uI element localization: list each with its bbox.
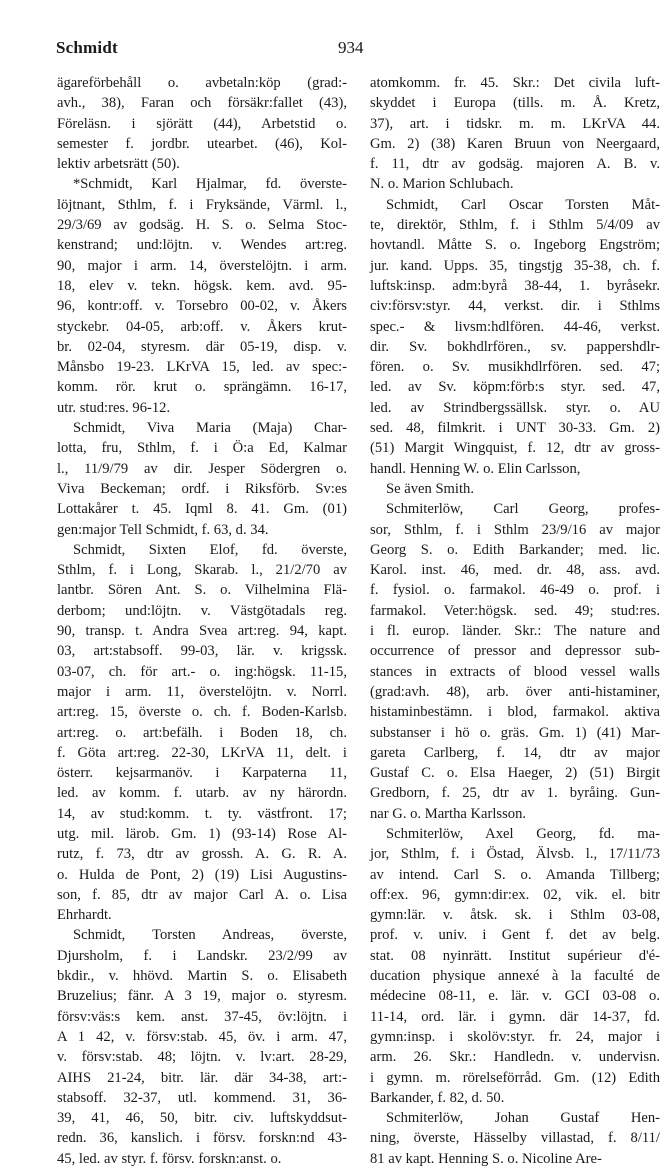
text-line: led. av Sv. köpm:förb:s styr. sed. 47,	[370, 379, 660, 396]
text-line: f. 11, dtr av godsäg. majoren A. B. v.	[370, 156, 660, 173]
text-line: av intend. Carl S. o. Amanda Tillberg;	[370, 866, 660, 883]
text-line: kenstrand; und:löjtn. v. Wendes art:reg.	[57, 237, 347, 254]
text-line: bkdir., v. hhövd. Martin S. o. Elisabeth	[57, 968, 347, 985]
text-line: Schmidt, Sixten Elof, fd. överste,	[73, 541, 347, 558]
text-line: f. fysiol. o. farmakol. 46-49 o. prof. i	[370, 582, 660, 599]
text-line: ning, överste, Hässelby villastad, f. 8/11/	[370, 1130, 660, 1147]
text-line: art:reg. o. art:befälh. i Boden 18, ch.	[57, 724, 347, 741]
text-line: styckebr. 04-05, arb:off. v. Åkers krut-	[57, 318, 347, 335]
text-line: led. av Strindbergssällsk. styr. o. AU	[370, 399, 660, 416]
text-line: 03-07, ch. för art.- o. ing:högsk. 11-15,	[57, 663, 347, 680]
text-line: derbom; und:löjtn. v. Västgötadals reg.	[57, 602, 347, 619]
text-line: Ehrhardt.	[57, 907, 112, 924]
text-line: 96, kontr:off. v. Torsebro 00-02, v. Åkers	[57, 298, 347, 315]
text-line: Sthlm, f. i Long, Skarab. l., 21/2/70 av	[57, 562, 347, 579]
text-line: substanser i hö o. gräs. Gm. 1) (41) Mar-	[370, 724, 660, 741]
text-line: komm. rör. krut o. sprängämn. 16-17,	[57, 379, 347, 396]
text-line: 03, art:stabsoff. 99-03, lär. v. krigssk.	[57, 643, 347, 660]
text-line: ägareförbehåll o. avbetaln:köp (grad:-	[57, 75, 347, 91]
text-line: 11-14, ord. lär. i gymn. där 14-37, fd.	[370, 1008, 660, 1025]
left-column	[57, 73, 347, 1169]
text-line: rutz, f. 73, dtr av grossh. A. G. R. A.	[57, 846, 347, 863]
text-line: Gredborn, f. 25, dtr av 1. byråing. Gun-	[370, 785, 660, 802]
text-line: o. Hulda de Pont, 2) (19) Lisi Augustins-	[57, 866, 347, 883]
text-line: gymn:lär. v. åtsk. sk. i Sthlm 03-08,	[370, 907, 660, 924]
page-number: 934	[338, 38, 364, 57]
text-line: N. o. Marion Schlubach.	[370, 176, 514, 193]
text-line: 18, elev v. tekn. högsk. kem. avd. 95-	[57, 277, 347, 294]
text-line: led. av komm. f. utarb. av ny härordn.	[57, 785, 347, 802]
text-line: prof. v. univ. i Gent f. det av belg.	[370, 927, 660, 944]
text-line: son, f. 85, dtr av major Carl A. o. Lisa	[57, 886, 347, 903]
text-line: Gm. 2) (38) Karen Bruun von Neergaard,	[370, 135, 660, 152]
text-line: jor, Sthlm, f. i Östad, Älvsb. l., 17/11/73	[370, 846, 660, 863]
text-line: lantbr. Sören Ant. S. o. Vilhelmina Flä-	[57, 582, 347, 599]
text-line: *Schmidt, Karl Hjalmar, fd. överste-	[73, 176, 347, 193]
text-line: gen:major Tell Schmidt, f. 63, d. 34.	[57, 521, 269, 538]
text-line: dir. Sv. bokhdlrfören., sv. pappershdlr-	[370, 338, 660, 355]
text-line: histaminbestämn. i blod, farmakol. aktiva	[370, 704, 660, 721]
text-line: civ:försv:styr. 44, verkst. dir. i Sthlms	[370, 298, 660, 315]
text-line: jur. kand. Upps. 35, tingstjg 35-38, ch. f.	[370, 257, 660, 274]
text-line: occurrence of pressor and depressor sub-	[370, 643, 660, 660]
text-line: Schmidt, Viva Maria (Maja) Char-	[73, 420, 347, 437]
text-line: utr. stud:res. 96-12.	[57, 399, 171, 416]
text-line: luftsk:insp. adm:byrå 38-44, 1. byråsekr.	[370, 277, 660, 294]
text-line: i fl. europ. länder. Skr.: The nature and	[370, 623, 660, 640]
text-line: A 1 42, v. försv:stab. 45, öv. i arm. 47,	[57, 1028, 347, 1045]
text-line: skyddet i Europa (tills. m. Å. Kretz,	[370, 95, 660, 112]
text-line: redn. 36, kanslich. i försv. forskn:nd 43-	[57, 1130, 347, 1147]
text-line: (51) Margit Wingquist, f. 12, dtr av gross-	[370, 440, 660, 457]
text-line: Georg S. o. Edith Barkander; med. lic.	[370, 541, 660, 558]
text-line: 14, av stud:komm. t. ty. västfront. 17;	[57, 805, 347, 822]
text-line: Månsbo 19-23. LKrVA 15, led. av spec:-	[57, 359, 347, 376]
text-line: f. Göta art:reg. 22-30, LKrVA 11, delt. i	[57, 744, 347, 761]
text-line: Se även Smith.	[386, 480, 474, 497]
text-line: stances in extracts of blood vessel walls	[370, 663, 660, 680]
text-line: Djursholm, f. i Landskr. 23/2/99 av	[57, 947, 347, 964]
text-line: gareta Carlberg, f. 14, dtr av major	[370, 744, 660, 761]
text-line: utg. mil. lärob. Gm. 1) (93-14) Rose Al-	[57, 825, 347, 842]
text-line: gymn:insp. i skolöv:styr. fr. 24, major i	[370, 1028, 660, 1045]
text-line: hovtandl. Måtte S. o. Ingeborg Engström;	[370, 237, 660, 254]
text-line: AIHS 21-24, bitr. lär. där 34-38, art:-	[57, 1069, 347, 1086]
text-line: nar G. o. Martha Karlsson.	[370, 805, 527, 822]
text-line: Föreläsn. i sjörätt (44), Arbetstid o.	[57, 115, 347, 132]
text-line: 90, major i arm. 14, överstelöjtn. i arm.	[57, 257, 347, 274]
text-line: försv:väs:s kem. anst. 37-45, öv:löjtn. i	[57, 1008, 347, 1025]
right-column	[370, 73, 660, 1169]
text-line: sor, Sthlm, f. i Sthlm 23/9/16 av major	[370, 521, 660, 538]
text-line: br. 02-04, styresm. där 05-19, disp. v.	[57, 338, 347, 355]
text-line: Schmidt, Carl Oscar Torsten Måt-	[386, 196, 660, 213]
text-line: avh., 38), Faran och försäkr:fallet (43),	[57, 95, 347, 112]
text-line: Barkander, f. 82, d. 50.	[370, 1089, 505, 1106]
text-line: stat. 08 nyinrätt. Institut supérieur d'é-	[370, 947, 660, 964]
text-line: major i arm. 11, överstelöjtn. v. Norrl.	[57, 683, 347, 700]
text-line: off:ex. 96, gymn:dir:ex. 02, vik. el. bitr	[370, 886, 660, 903]
text-line: 45, led. av styr. f. försv. forskn:anst. o.	[57, 1150, 282, 1167]
page-header	[56, 38, 630, 62]
text-line: arm. 26. Skr.: Handledn. v. undervisn.	[370, 1049, 660, 1066]
text-line: farmakol. Veter:högsk. sed. 49; stud:res.	[370, 602, 660, 619]
text-line: Lottakårer t. 45. Iqml 8. 41. Gm. (01)	[57, 501, 347, 518]
text-line: semester f. jordbr. utearbet. (46), Kol-	[57, 135, 347, 152]
text-line: Schmiterlöw, Carl Georg, profes-	[386, 501, 660, 518]
text-line: Viva Beckeman; ordf. i Riksförb. Sv:es	[57, 480, 347, 497]
text-line: Schmidt, Torsten Andreas, överste,	[73, 927, 347, 944]
text-line: Schmiterlöw, Axel Georg, fd. ma-	[386, 825, 660, 842]
text-line: handl. Henning W. o. Elin Carlsson,	[370, 460, 581, 477]
text-line: Schmiterlöw, Johan Gustaf Hen-	[386, 1110, 660, 1127]
text-line: löjtnant, Sthlm, f. i Fryksände, Värml. l.,	[57, 196, 347, 213]
text-line: Gustaf C. o. Elsa Haeger, 2) (51) Birgit	[370, 765, 660, 782]
text-line: sed. 48, filmkrit. i UNT 30-33. Gm. 2)	[370, 420, 660, 437]
text-line: österr. kejsarmanöv. i Karpaterna 11,	[57, 765, 347, 782]
running-head: Schmidt	[56, 38, 118, 57]
text-line: fören. o. Sv. musikhdlrfören. sed. 47;	[370, 359, 660, 376]
text-line: 37), art. i tidskr. m. m. LKrVA 44.	[370, 115, 660, 132]
text-line: 29/3/69 av godsäg. H. S. o. Selma Stoc-	[57, 217, 347, 234]
text-line: 39, 41, 46, 50, bitr. civ. luftskyddsut-	[57, 1110, 347, 1127]
text-line: 81 av kapt. Henning S. o. Nicoline Are-	[370, 1150, 602, 1167]
text-line: 90, transp. t. Andra Svea art:reg. 94, kapt.	[57, 623, 347, 640]
text-line: i gymn. m. rörelseförråd. Gm. (12) Edith	[370, 1069, 660, 1086]
text-line: te, direktör, Sthlm, f. i Sthlm 5/4/09 av	[370, 217, 660, 234]
text-line: stabsoff. 32-37, utl. kommend. 31, 36-	[57, 1089, 347, 1106]
text-line: ducation physique annexé à la faculté de	[370, 968, 660, 985]
text-line: Bruzelius; fänr. A 3 19, major o. styresm.	[57, 988, 347, 1005]
text-line: v. försv:stab. 48; löjtn. v. lv:art. 28-29,	[57, 1049, 347, 1066]
text-line: atomkomm. fr. 45. Skr.: Det civila luft-	[370, 75, 660, 91]
text-line: lektiv arbetsrätt (50).	[57, 156, 180, 173]
text-line: spec.- & livsm:hdlfören. 44-46, verkst.	[370, 318, 660, 335]
text-line: l., 11/9/79 av dir. Jesper Södergren o.	[57, 460, 347, 477]
text-line: art:reg. 15, överste o. ch. f. Boden-Karlsb.	[57, 704, 347, 721]
text-line: (grad:avh. 48), arb. över anti-histaminer,	[370, 683, 660, 700]
text-line: lotta, fru, Sthlm, f. i Ö:a Ed, Kalmar	[57, 440, 347, 457]
text-line: médecine 08-11, e. lär. v. GCI 03-08 o.	[370, 988, 660, 1005]
text-line: Karol. inst. 46, med. dr. 48, ass. avd.	[370, 562, 660, 579]
